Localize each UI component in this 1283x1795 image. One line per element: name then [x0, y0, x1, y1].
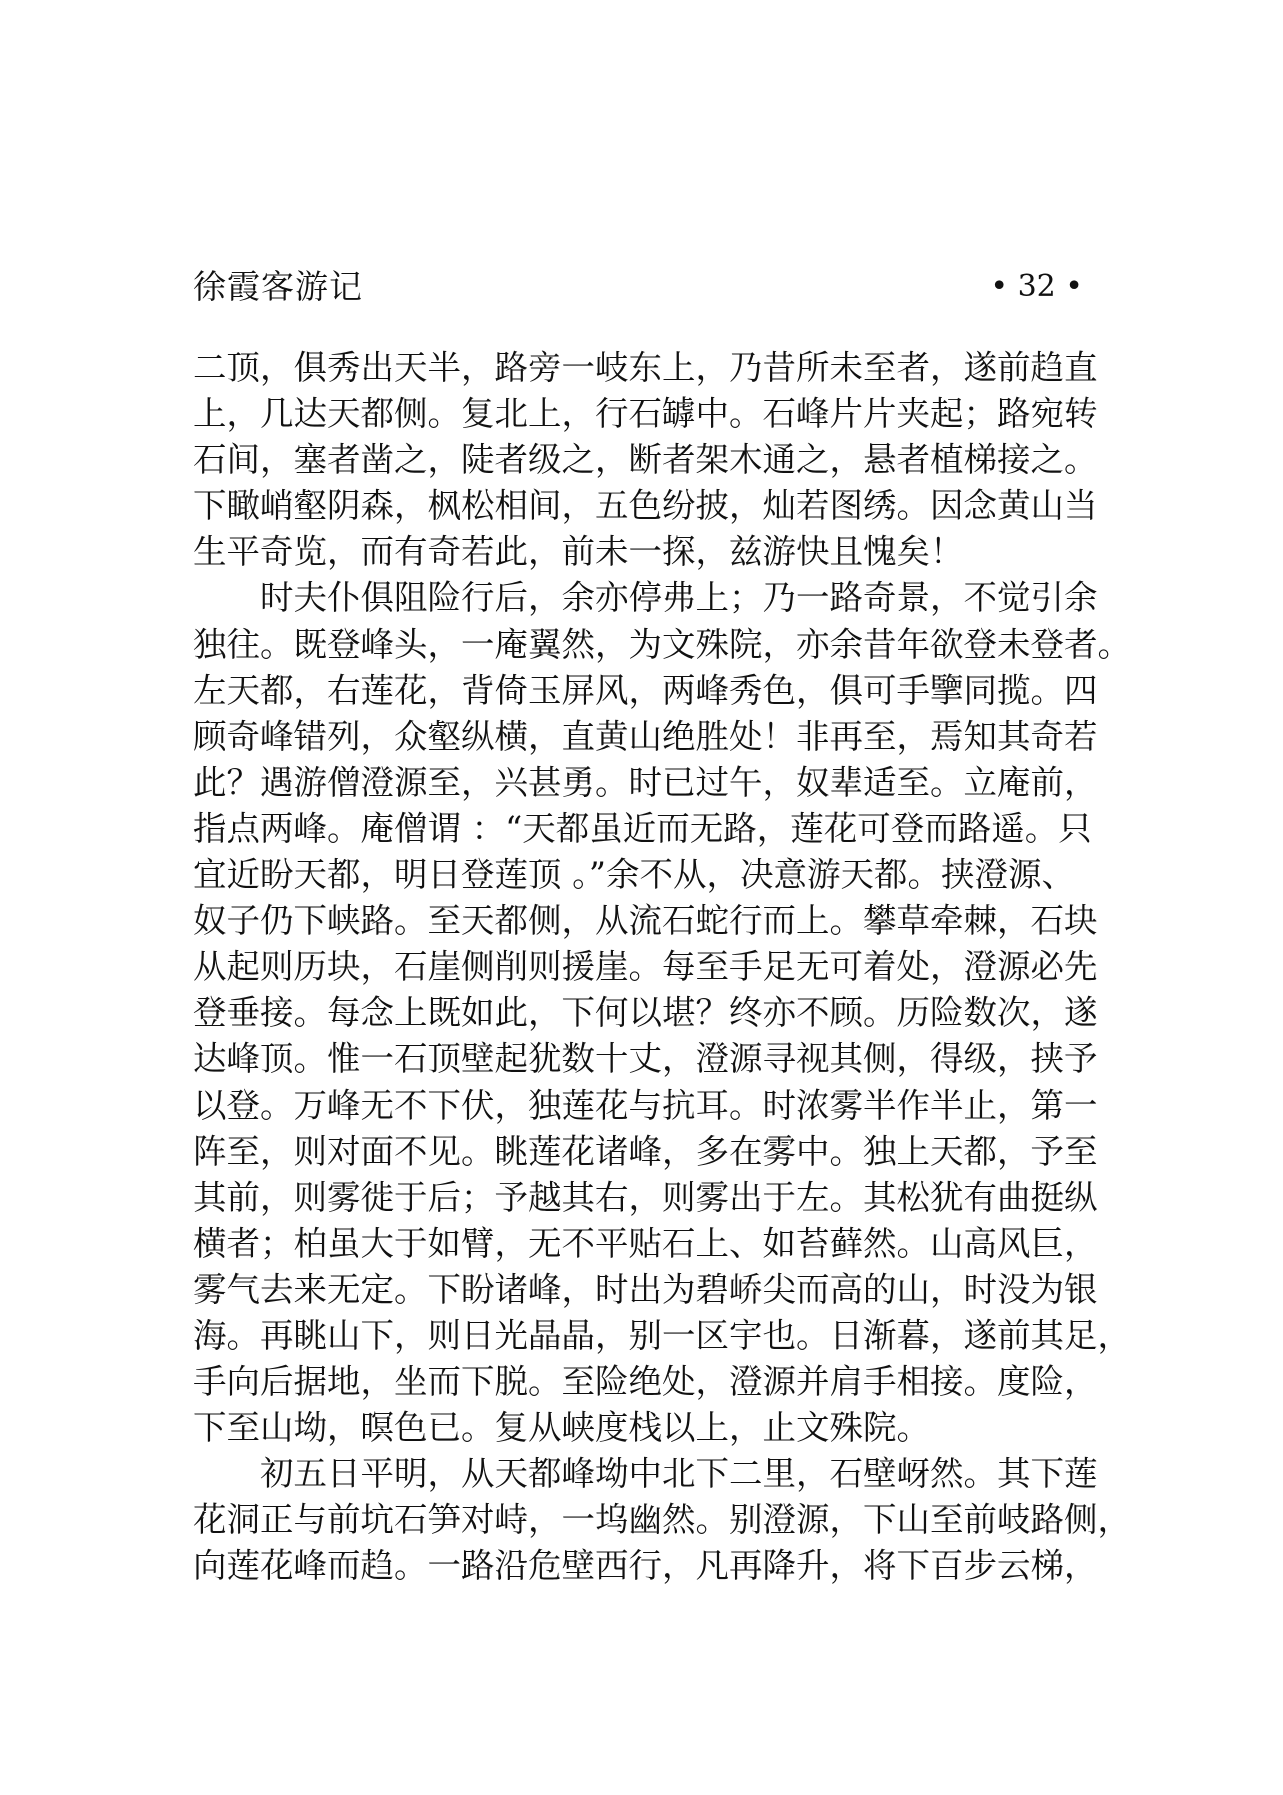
text-line: 花洞正与前坑石笋对峙，一坞幽然。别澄源，下山至前岐路侧， [193, 1500, 1131, 1540]
text-line: 宜近盼天都，明日登莲顶 。”余不从，决意游天都。挟澄源、 [193, 855, 1076, 895]
text-line: 此？遇游僧澄源至，兴甚勇。时已过午，奴辈适至。立庵前， [193, 762, 1098, 802]
paragraph [193, 345, 1098, 575]
text-line: 下瞰峭壑阴森，枫松相间，五色纷披，灿若图绣。因念黄山当 [193, 486, 1098, 526]
page-number: • 32 • [990, 269, 1083, 304]
paragraph [193, 575, 1131, 1451]
text-line: 石间，塞者凿之，陡者级之，断者架木通之，悬者植梯接之。 [193, 440, 1098, 480]
text-line: 从起则历块，石崖侧削则援崖。每至手足无可着处，澄源必先 [193, 947, 1098, 987]
text-line: 以登。万峰无不下伏，独莲花与抗耳。时浓雾半作半止，第一 [193, 1085, 1098, 1125]
text-line: 海。再眺山下，则日光晶晶，别一区宇也。日渐暮，遂前其足， [193, 1315, 1131, 1355]
text-line: 上，几达天都侧。复北上，行石罅中。石峰片片夹起；路宛转 [193, 394, 1098, 434]
paragraph [193, 1451, 1131, 1589]
text-line: 横者；柏虽大于如臂，无不平贴石上、如苔藓然。山高风巨， [193, 1223, 1098, 1263]
text-line: 时夫仆俱阻险行后，余亦停弗上；乃一路奇景，不觉引余 [260, 578, 1098, 618]
text-line: 向莲花峰而趋。一路沿危壁西行，凡再降升，将下百步云梯， [193, 1546, 1098, 1586]
text-line: 下至山坳，暝色已。复从峡度栈以上，止文殊院。 [193, 1408, 930, 1448]
text-line: 手向后据地，坐而下脱。至险绝处，澄源并肩手相接。度险， [193, 1362, 1098, 1402]
text-line: 左天都，右莲花，背倚玉屏风，两峰秀色，俱可手擥同揽。四 [193, 670, 1098, 710]
text-line: 独往。既登峰头，一庵翼然，为文殊院，亦余昔年欲登未登者。 [193, 624, 1131, 664]
text-line: 顾奇峰错列，众壑纵横，直黄山绝胜处！非再至，焉知其奇若 [193, 716, 1098, 756]
text-line: 奴子仍下峡路。至天都侧，从流石蛇行而上。攀草牵棘，石块 [193, 901, 1098, 941]
text-line: 雾气去来无定。下盼诸峰，时出为碧峤尖而高的山，时没为银 [193, 1269, 1098, 1309]
text-line: 其前，则雾徙于后；予越其右，则雾出于左。其松犹有曲挺纵 [193, 1177, 1098, 1217]
text-line: 登垂接。每念上既如此，下何以堪？终亦不顾。历险数次，遂 [193, 993, 1098, 1033]
book-title: 徐霞客游记 [193, 267, 363, 306]
page-header [193, 262, 1083, 312]
text-line: 生平奇览，而有奇若此，前未一探，兹游快且愧矣！ [193, 532, 964, 572]
text-line: 初五日平明，从天都峰坳中北下二里，石壁岈然。其下莲 [260, 1454, 1098, 1494]
text-line: 达峰顶。惟一石顶壁起犹数十丈，澄源寻视其侧，得级，挟予 [193, 1039, 1098, 1079]
text-line: 二顶，俱秀出天半，路旁一岐东上，乃昔所未至者，遂前趋直 [193, 348, 1098, 387]
text-line: 指点两峰。庵僧谓 ：“天都虽近而无路，莲花可登而路遥。只 [193, 808, 1092, 848]
text-line: 阵至，则对面不见。眺莲花诸峰，多在雾中。独上天都，予至 [193, 1131, 1098, 1171]
body-text [193, 345, 1131, 1590]
